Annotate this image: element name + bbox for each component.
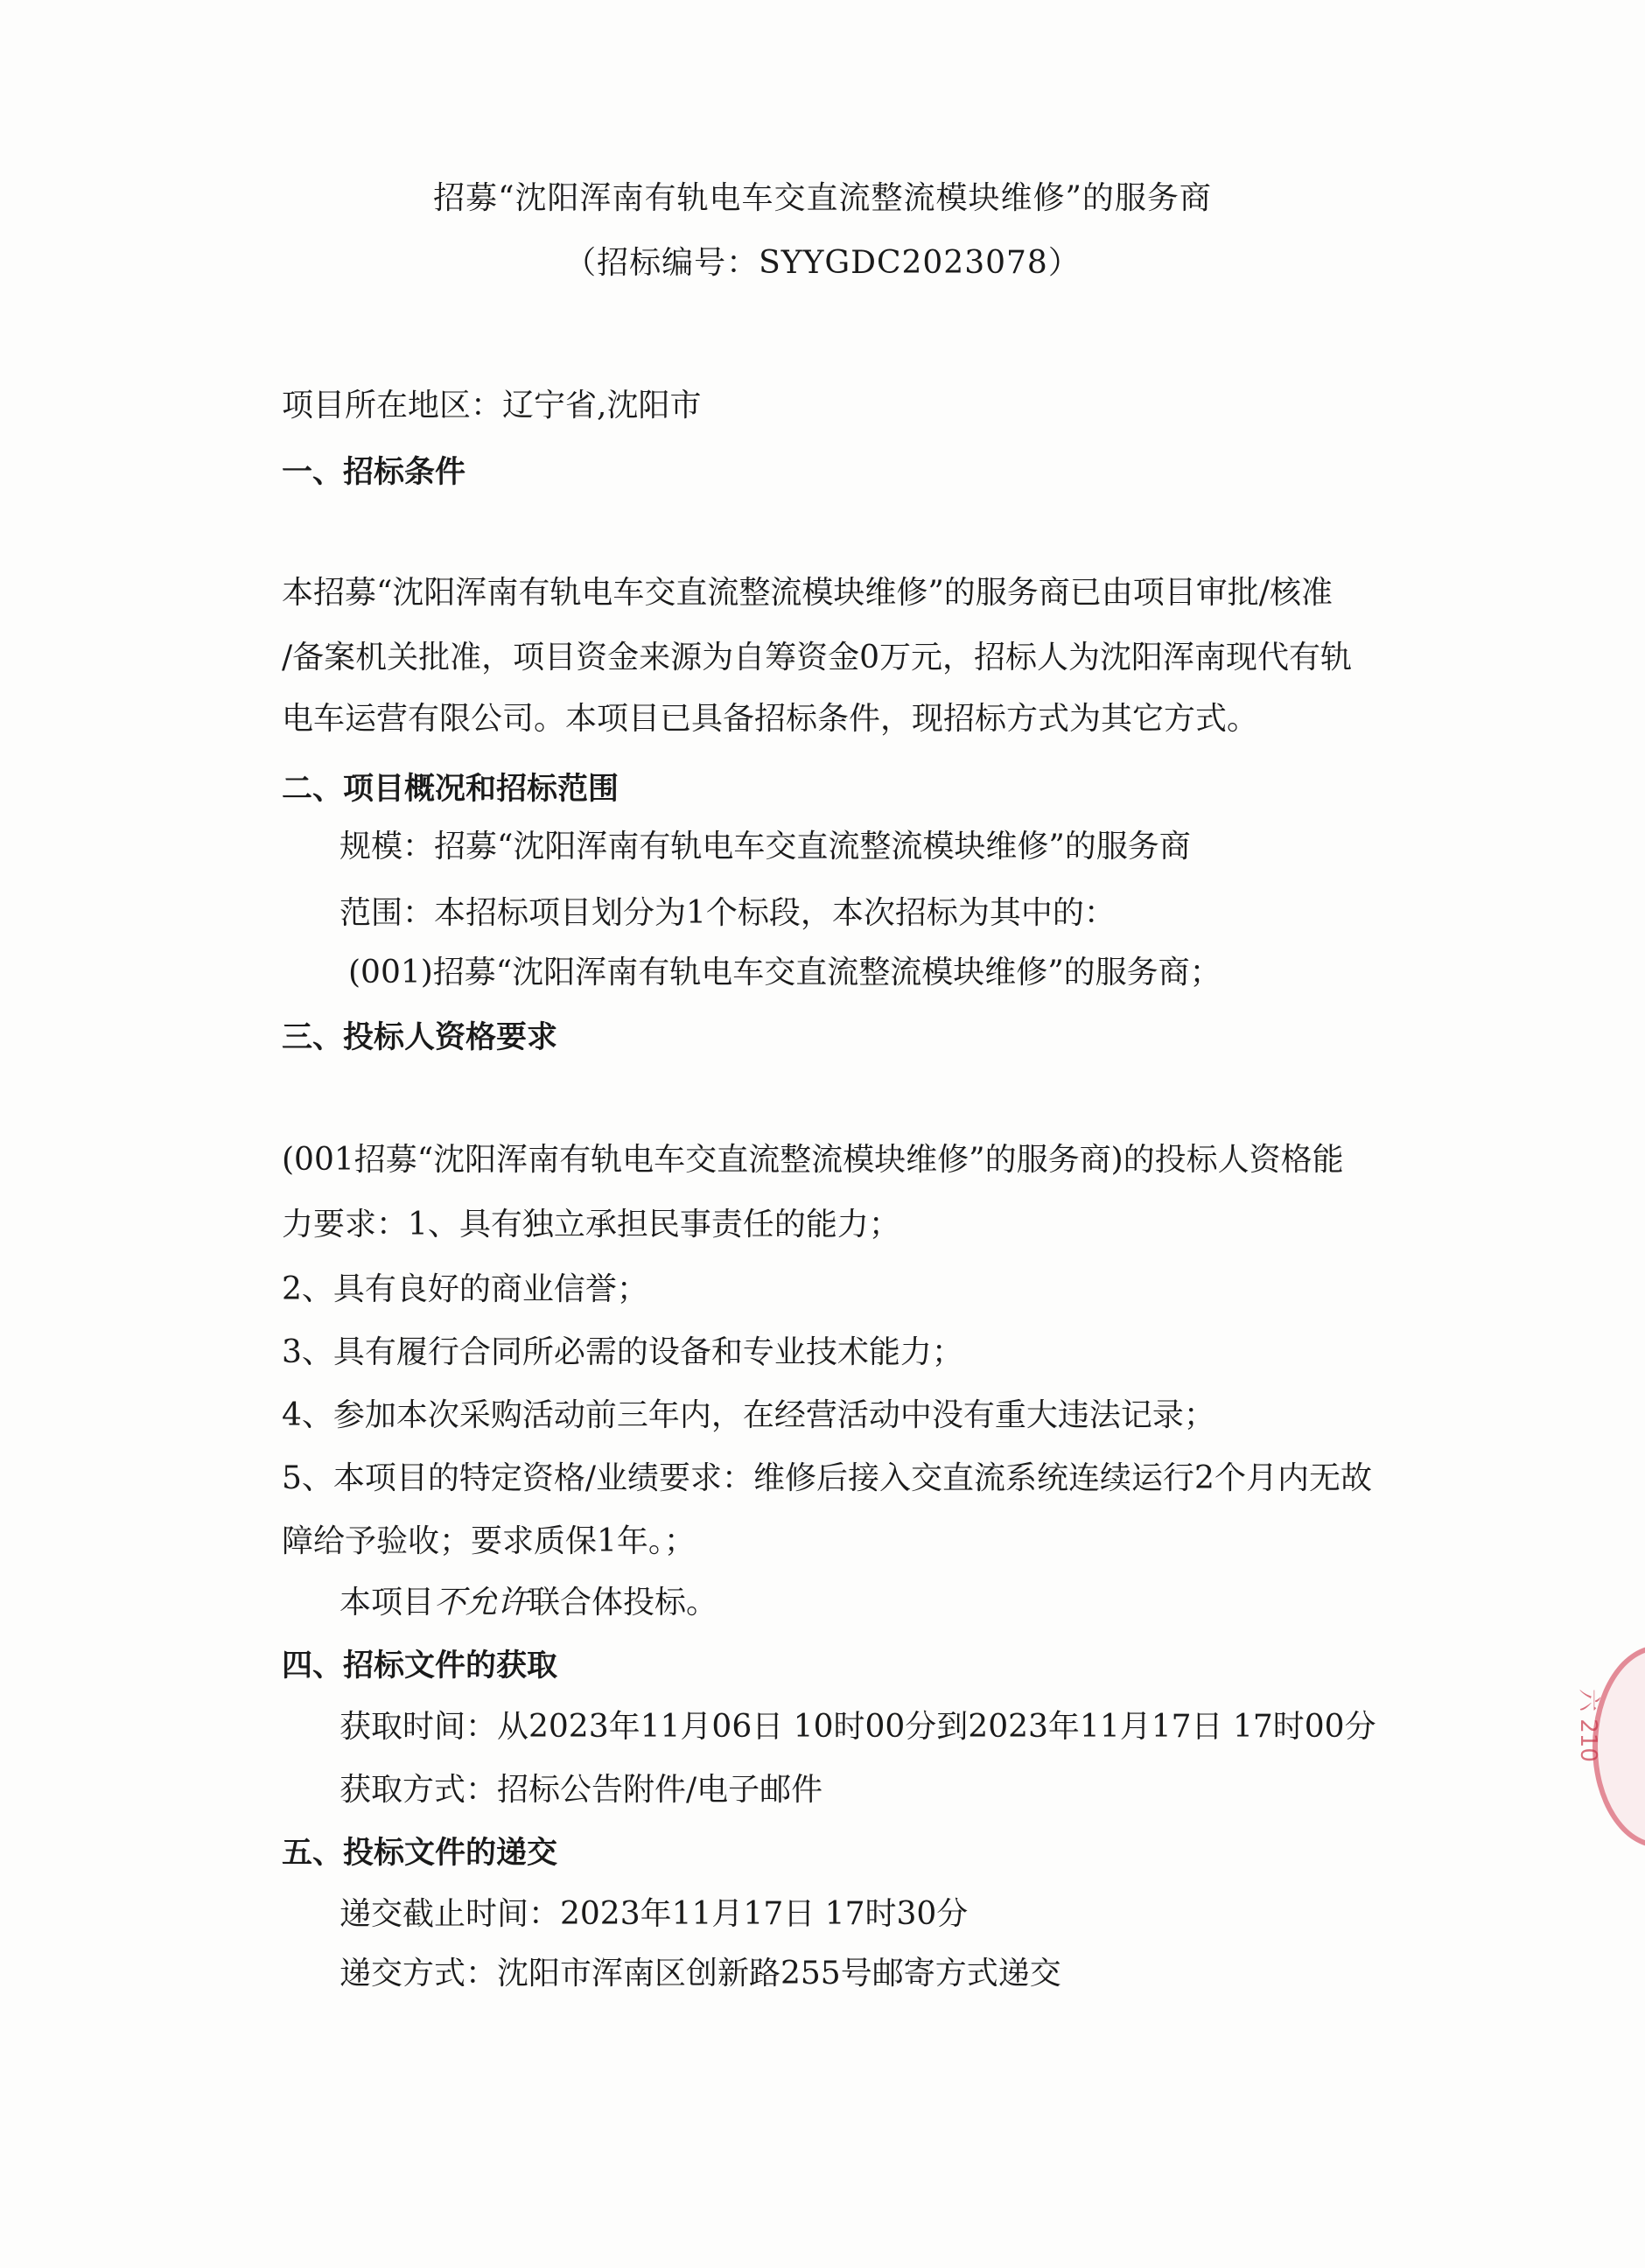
section-3-line: 力要求：1、具有独立承担民事责任的能力； bbox=[282, 1207, 900, 1242]
section-3-line: (001招募“沈阳浑南有轨电车交直流整流模块维修”的服务商)的投标人资格能 bbox=[282, 1142, 1344, 1178]
section-3-line: 2、具有良好的商业信誉； bbox=[282, 1271, 648, 1307]
section-1-line: /备案机关批准，项目资金来源为自筹资金0万元，招标人为沈阳浑南现代有轨 bbox=[282, 640, 1353, 676]
section-2-scope: 范围：本招标项目划分为1个标段，本次招标为其中的： bbox=[340, 895, 1116, 931]
section-4-time: 获取时间：从2023年11月06日 10时00分到2023年11月17日 17时00分 bbox=[340, 1709, 1376, 1745]
document-title: 招募“沈阳浑南有轨电车交直流整流模块维修”的服务商 bbox=[433, 180, 1212, 216]
section-2-scale: 规模：招募“沈阳浑南有轨电车交直流整流模块维修”的服务商 bbox=[340, 829, 1191, 864]
project-region: 项目所在地区：辽宁省,沈阳市 bbox=[282, 388, 702, 424]
stamp-text: 六 210 bbox=[1575, 1689, 1601, 1762]
consortium-suffix: 联合体投标。 bbox=[528, 1585, 718, 1620]
consortium-prefix: 本项目 bbox=[340, 1585, 435, 1620]
section-2-heading: 二、项目概况和招标范围 bbox=[282, 772, 620, 807]
section-3-line: 5、本项目的特定资格/业绩要求：维修后接入交直流系统连续运行2个月内无故 bbox=[282, 1460, 1372, 1496]
bid-number: （招标编号：SYYGDC2023078） bbox=[564, 245, 1081, 281]
section-3-line: 4、参加本次采购活动前三年内，在经营活动中没有重大违法记录； bbox=[282, 1397, 1215, 1433]
section-5-method: 递交方式：沈阳市浑南区创新路255号邮寄方式递交 bbox=[340, 1956, 1061, 1992]
section-5-heading: 五、投标文件的递交 bbox=[282, 1836, 558, 1871]
section-3-line: 3、具有履行合同所必需的设备和专业技术能力； bbox=[282, 1334, 963, 1370]
section-3-heading: 三、投标人资格要求 bbox=[282, 1020, 558, 1055]
consortium-italic: 不允许 bbox=[434, 1585, 529, 1620]
consortium-note bbox=[340, 1584, 718, 1622]
section-1-line: 电车运营有限公司。本项目已具备招标条件，现招标方式为其它方式。 bbox=[282, 701, 1259, 737]
section-3-line: 障给予验收；要求质保1年。； bbox=[282, 1523, 696, 1559]
section-1-line: 本招募“沈阳浑南有轨电车交直流整流模块维修”的服务商已由项目审批/核准 bbox=[282, 575, 1333, 611]
section-4-method: 获取方式：招标公告附件/电子邮件 bbox=[340, 1772, 823, 1808]
section-1-heading: 一、招标条件 bbox=[282, 455, 466, 490]
section-4-heading: 四、招标文件的获取 bbox=[282, 1648, 558, 1684]
section-5-deadline: 递交截止时间：2023年11月17日 17时30分 bbox=[340, 1896, 969, 1932]
section-2-lot: (001)招募“沈阳浑南有轨电车交直流整流模块维修”的服务商； bbox=[348, 955, 1222, 990]
